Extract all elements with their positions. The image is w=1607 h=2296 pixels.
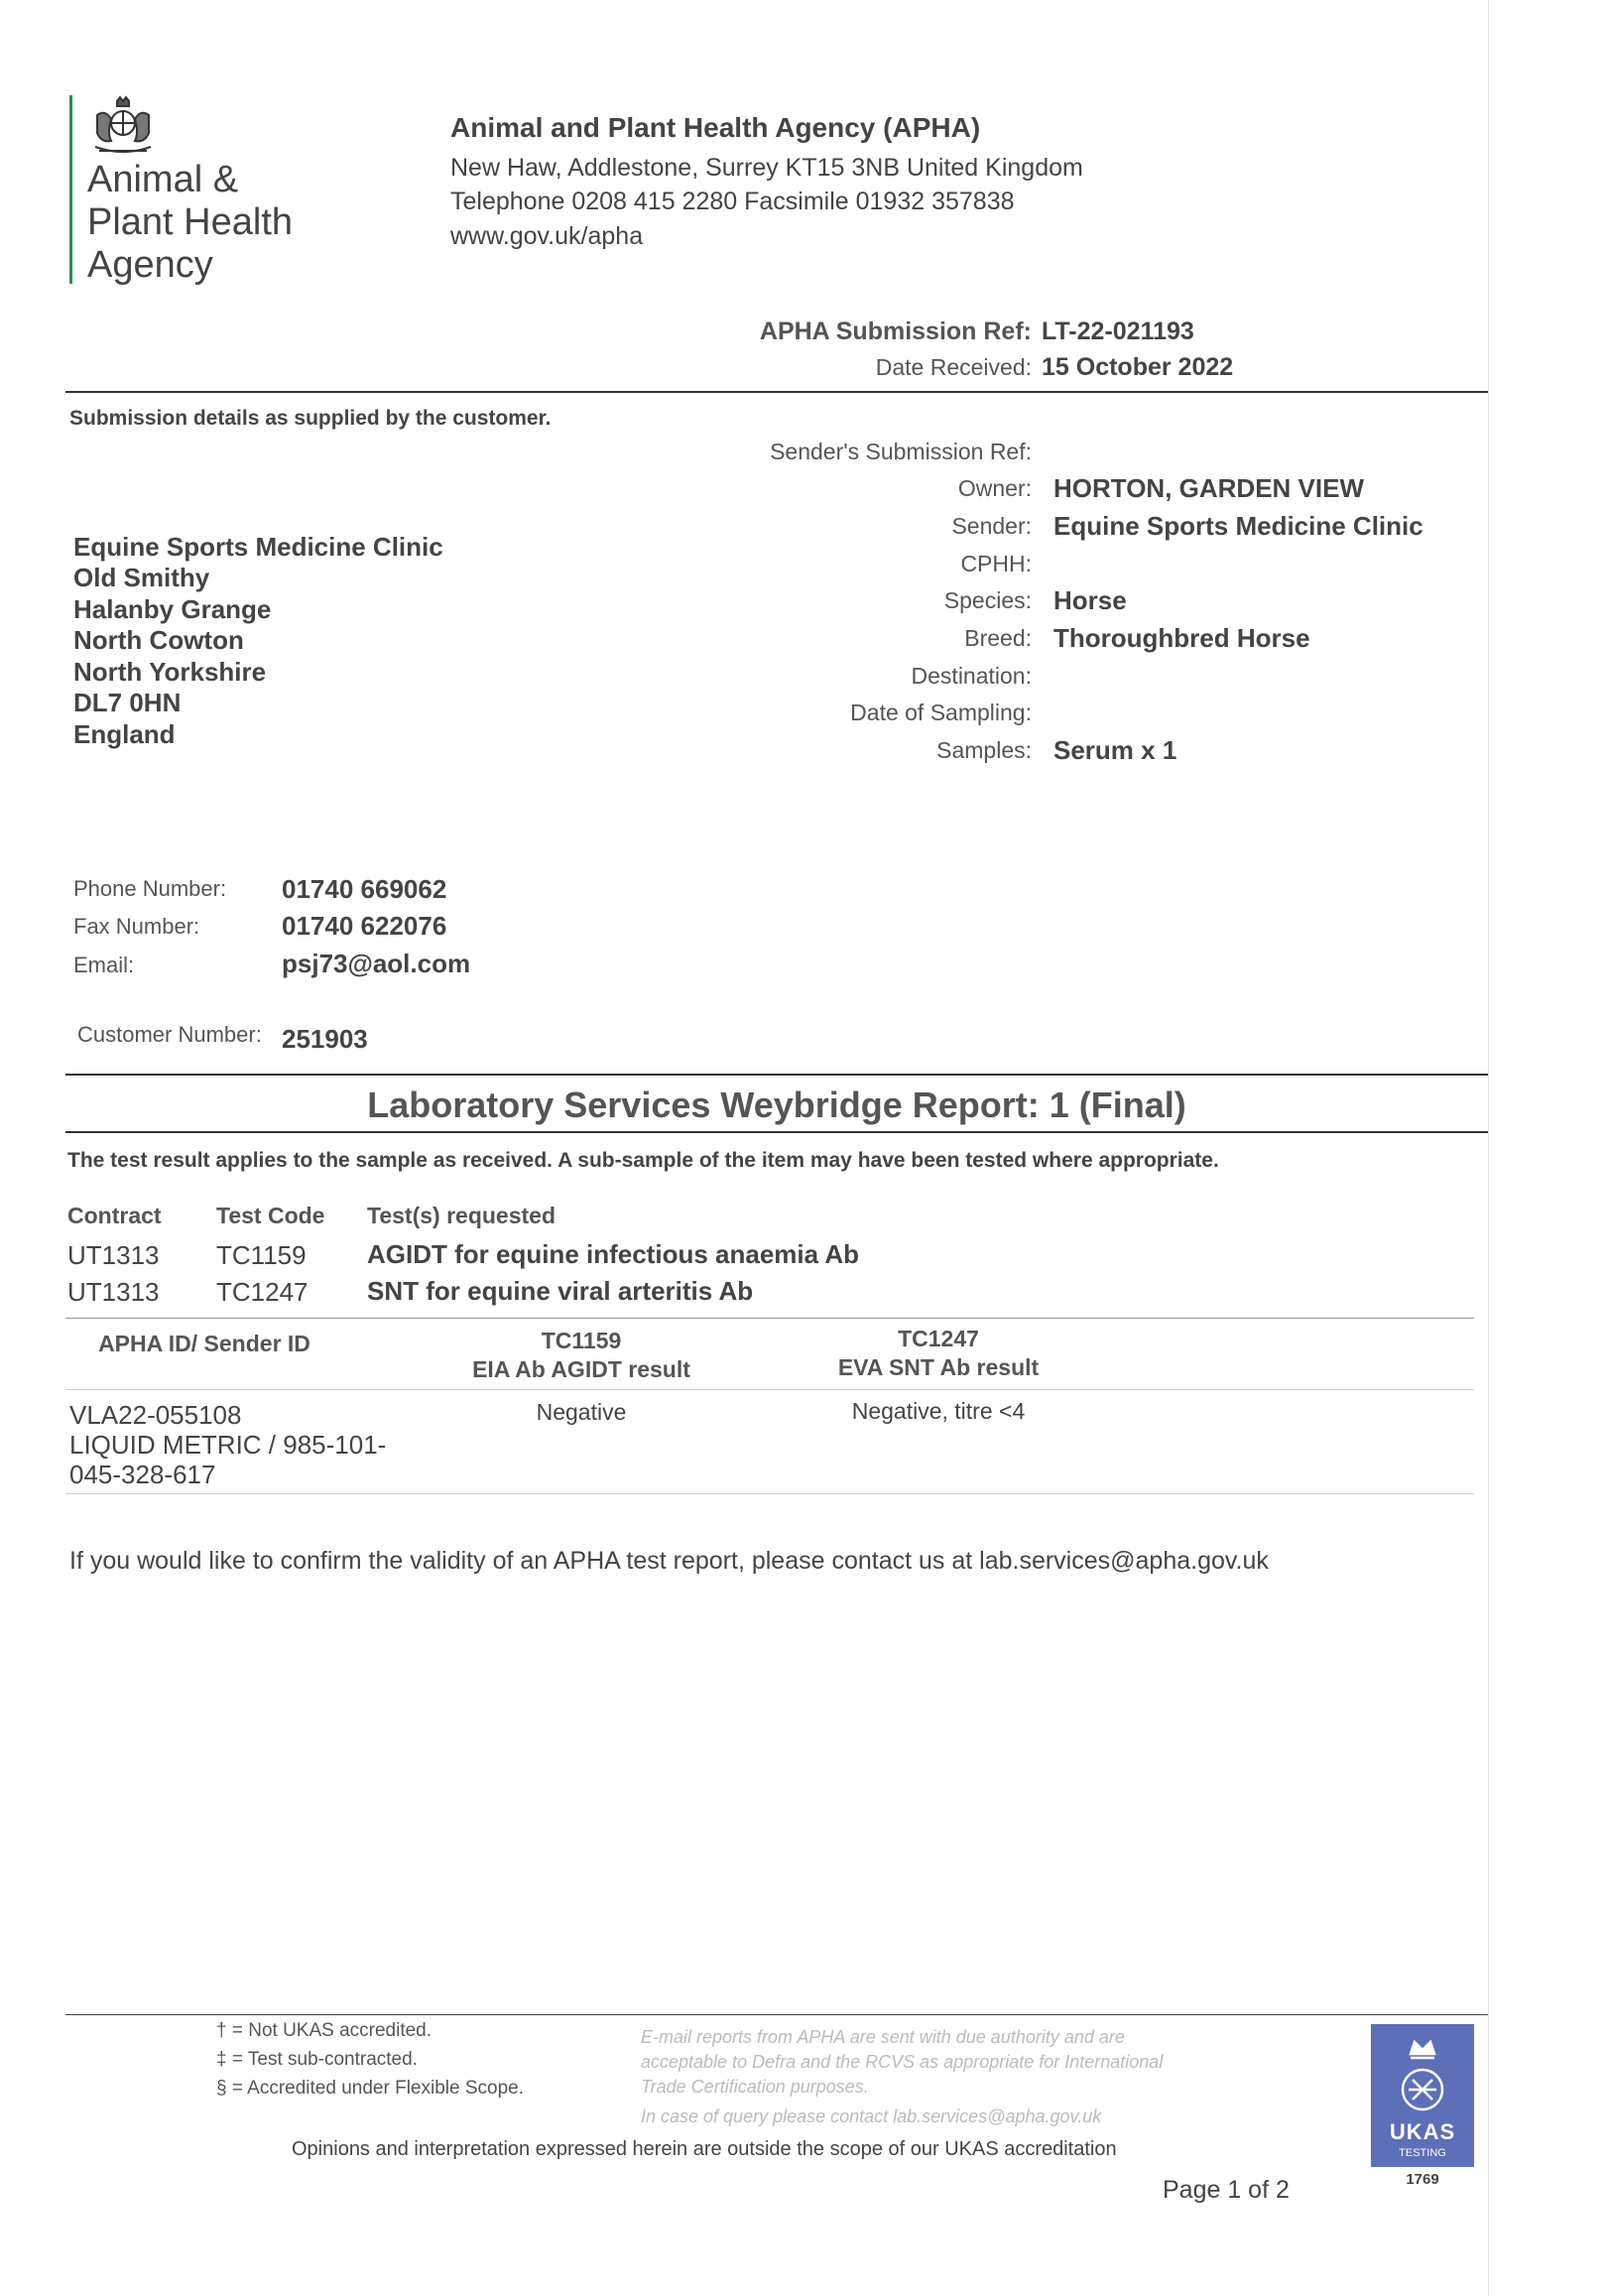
page-number: Page 1 of 2 — [1163, 2176, 1290, 2204]
detail-label: Sender: — [951, 513, 1032, 539]
test-requested: AGIDT for equine infectious anaemia Ab — [367, 1239, 859, 1269]
results-bottom-rule — [65, 1493, 1474, 1494]
test-contract: UT1313 — [67, 1277, 160, 1307]
detail-label: Breed: — [964, 625, 1032, 651]
report-note: The test result applies to the sample as received. A sub-sample of the item may have been tested where appropriate. — [67, 1149, 1219, 1172]
test-code: TC1247 — [216, 1277, 309, 1307]
sample-id-line: VLA22-055108 — [69, 1400, 242, 1430]
address-line: North Cowton — [73, 625, 244, 655]
detail-value: Serum x 1 — [1053, 735, 1177, 765]
detail-value: Thoroughbred Horse — [1053, 623, 1310, 653]
results-header-eia-name: EIA Ab AGIDT result — [472, 1356, 690, 1382]
submission-ref-value: LT-22-021193 — [1042, 318, 1194, 345]
opinions-note: Opinions and interpretation expressed herein are outside the scope of our UKAS accreditation — [292, 2138, 1117, 2160]
logo-text-line: Agency — [87, 244, 213, 286]
email-label: Email: — [73, 953, 135, 977]
disclaimer-line: In case of query please contact lab.services@apha.gov.uk — [641, 2106, 1102, 2126]
test-contract: UT1313 — [67, 1240, 160, 1270]
results-top-rule — [65, 1318, 1474, 1319]
detail-value: HORTON, GARDEN VIEW — [1053, 473, 1364, 503]
report-title: Laboratory Services Weybridge Report: 1 (Final) — [367, 1084, 1186, 1125]
results-header-id: APHA ID/ Sender ID — [98, 1331, 310, 1356]
ukas-crown-icon — [1393, 2032, 1452, 2119]
fax-value: 01740 622076 — [282, 911, 447, 941]
detail-label: Date of Sampling: — [850, 700, 1032, 725]
details-heading: Submission details as supplied by the customer. — [69, 407, 552, 430]
ukas-label: UKAS — [1389, 2119, 1456, 2144]
sample-id-line: 045-328-617 — [69, 1460, 216, 1489]
address-line: Equine Sports Medicine Clinic — [73, 532, 443, 562]
test-code: TC1159 — [216, 1240, 307, 1270]
ukas-sub: TESTING — [1399, 2147, 1446, 2159]
disclaimer-line: E-mail reports from APHA are sent with due authority and are — [641, 2027, 1125, 2047]
tests-header-code: Test Code — [216, 1203, 325, 1228]
address-line: North Yorkshire — [73, 657, 267, 687]
customer-number-label: Customer Number: — [77, 1022, 262, 1047]
submission-ref-label: APHA Submission Ref: — [759, 318, 1032, 345]
detail-value: Horse — [1053, 585, 1127, 615]
results-header-eia-code: TC1159 — [541, 1328, 622, 1353]
phone-value: 01740 669062 — [282, 874, 447, 904]
sample-id-line: LIQUID METRIC / 985-101- — [69, 1430, 387, 1460]
detail-label: Destination: — [911, 663, 1032, 689]
customer-number-value: 251903 — [282, 1024, 368, 1054]
address-line: England — [73, 719, 176, 749]
address-line: Halanby Grange — [73, 594, 272, 624]
address-line: Old Smithy — [73, 563, 210, 592]
email-value[interactable]: psj73@aol.com — [282, 949, 471, 978]
detail-value: Equine Sports Medicine Clinic — [1053, 511, 1423, 541]
fax-label: Fax Number: — [73, 914, 200, 939]
logo-accent-bar — [69, 95, 72, 284]
logo-text-line: Plant Health — [87, 201, 294, 243]
report-bottom-rule — [65, 1131, 1488, 1133]
test-requested: SNT for equine viral arteritis Ab — [367, 1276, 754, 1306]
agency-phone-fax: Telephone 0208 415 2280 Facsimile 01932 357838 — [450, 188, 1015, 215]
agency-name: Animal and Plant Health Agency (APHA) — [450, 112, 981, 143]
results-header-rule — [65, 1389, 1474, 1390]
tests-header-contract: Contract — [67, 1203, 162, 1228]
results-header-eva-code: TC1247 — [898, 1326, 979, 1351]
detail-label: Species: — [943, 587, 1032, 613]
eva-result: Negative, titre <4 — [851, 1398, 1026, 1424]
detail-label: Samples: — [936, 737, 1032, 763]
agency-website: www.gov.uk/apha — [450, 222, 644, 250]
detail-label: Sender's Submission Ref: — [770, 439, 1032, 464]
disclaimer-line: acceptable to Defra and the RCVS as appropriate for International — [641, 2052, 1164, 2072]
legend-not-accredited: † = Not UKAS accredited. — [216, 2020, 433, 2041]
eia-result: Negative — [536, 1399, 627, 1425]
validity-note: If you would like to confirm the validity of an APHA test report, please contact us at lab.services@apha.gov.uk — [69, 1547, 1269, 1575]
royal-coat-of-arms-icon — [87, 95, 159, 157]
ukas-badge — [1371, 2024, 1474, 2167]
legend-sub-contracted: ‡ = Test sub-contracted. — [216, 2049, 418, 2070]
date-received-label: Date Received: — [875, 354, 1032, 380]
results-header-eva-name: EVA SNT Ab result — [837, 1354, 1040, 1380]
logo-text-line: Animal & — [87, 159, 239, 200]
detail-label: Owner: — [957, 475, 1032, 501]
ukas-number: 1769 — [1406, 2171, 1439, 2188]
footer-rule — [65, 2014, 1488, 2015]
detail-label: CPHH: — [960, 551, 1032, 576]
report-top-rule — [65, 1074, 1488, 1076]
scan-edge-line — [1488, 0, 1489, 2296]
tests-header-requested: Test(s) requested — [367, 1203, 556, 1228]
legend-flexible-scope: § = Accredited under Flexible Scope. — [216, 2078, 524, 2099]
disclaimer-line: Trade Certification purposes. — [641, 2077, 869, 2097]
date-received-value: 15 October 2022 — [1042, 353, 1234, 381]
address-line: DL7 0HN — [73, 688, 182, 717]
agency-address: New Haw, Addlestone, Surrey KT15 3NB United Kingdom — [450, 154, 1083, 182]
header-divider — [65, 391, 1488, 393]
phone-label: Phone Number: — [73, 876, 227, 901]
